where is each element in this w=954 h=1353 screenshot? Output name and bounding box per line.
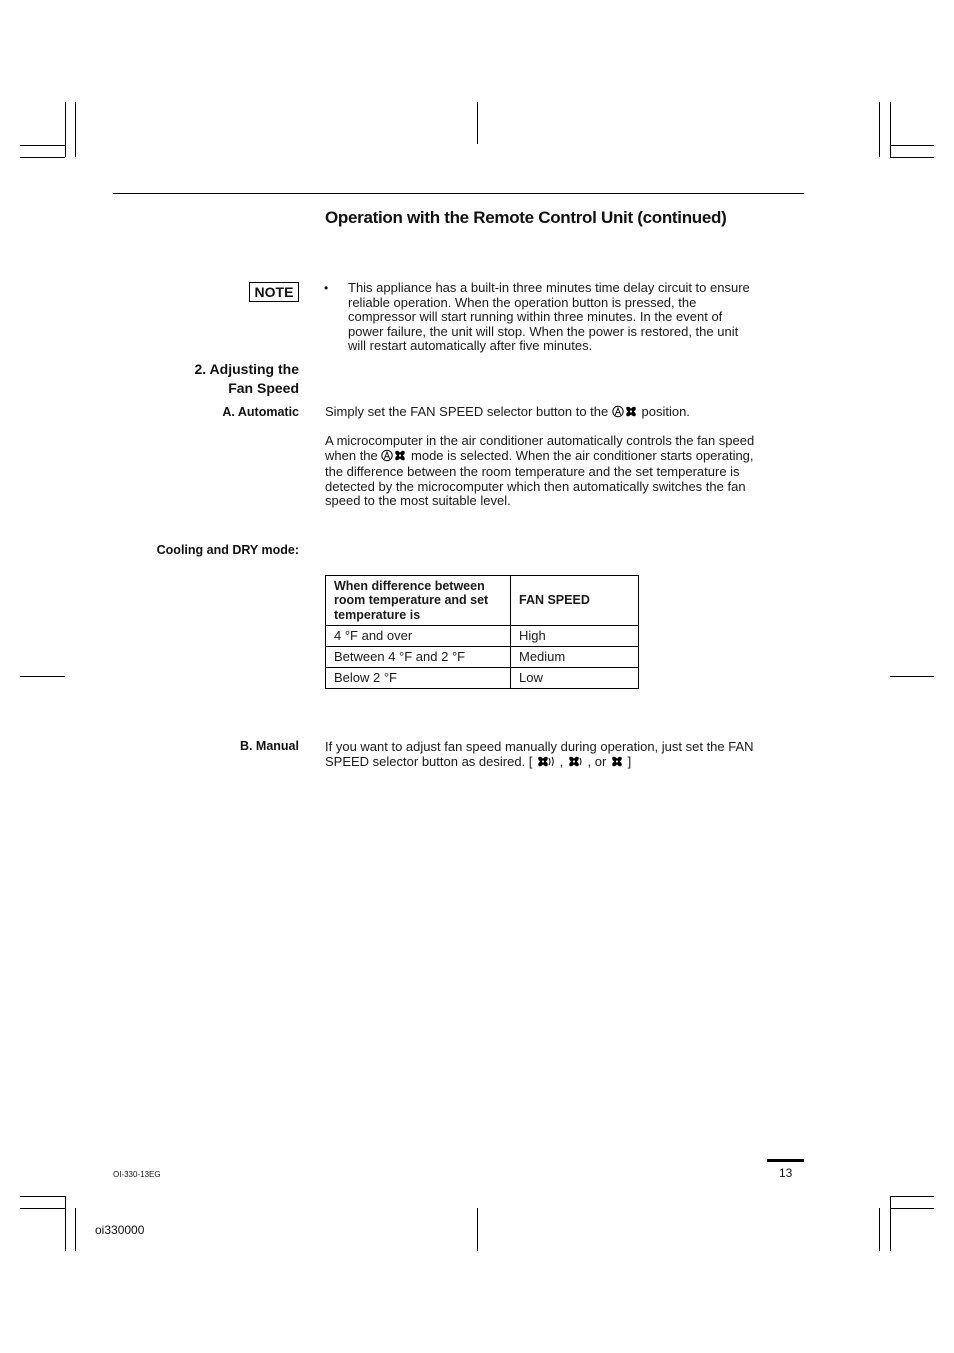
crop-mark bbox=[890, 145, 934, 146]
automatic-description bbox=[325, 434, 805, 509]
header-rule bbox=[113, 193, 804, 194]
table-row bbox=[326, 668, 639, 689]
automatic-text: Simply set the FAN SPEED selector button to the bbox=[325, 404, 609, 419]
page-title: Operation with the Remote Control Unit (continued) bbox=[325, 208, 727, 227]
automatic-instruction bbox=[325, 405, 805, 422]
table-row bbox=[326, 626, 639, 647]
automatic-line: detected by the microcomputer which then automatically switches the fan bbox=[325, 478, 746, 494]
crop-mark bbox=[65, 1196, 66, 1251]
table-header-line: When difference between bbox=[334, 578, 485, 593]
crop-mark bbox=[75, 1208, 76, 1251]
crop-mark bbox=[477, 102, 478, 144]
table-header-condition bbox=[326, 576, 511, 626]
crop-mark bbox=[20, 676, 65, 677]
crop-mark bbox=[20, 1196, 65, 1197]
table-header-line: room temperature and set bbox=[334, 593, 489, 608]
table-header-row bbox=[326, 576, 639, 626]
crop-mark bbox=[20, 145, 65, 146]
table-header-fan-speed: FAN SPEED bbox=[511, 576, 639, 626]
automatic-line bbox=[325, 449, 805, 466]
manual-text: SPEED selector button as desired. [ bbox=[325, 753, 533, 769]
manual-text: ] bbox=[627, 753, 632, 769]
crop-mark bbox=[890, 1196, 891, 1251]
page-number-bar bbox=[767, 1159, 804, 1162]
automatic-text: position. bbox=[641, 404, 690, 419]
table-cell-condition: 4 °F and over bbox=[326, 626, 511, 647]
fan-low-icon bbox=[610, 755, 624, 772]
table-cell-speed: Low bbox=[511, 668, 639, 689]
note-bullet: • bbox=[324, 281, 329, 295]
crop-mark bbox=[20, 1208, 65, 1209]
auto-fan-icon bbox=[381, 449, 407, 466]
crop-mark bbox=[477, 1208, 478, 1251]
automatic-line: the difference between the room temperature and the set temperature is bbox=[325, 464, 740, 480]
note-line: will restart automatically after five minutes. bbox=[348, 338, 593, 354]
automatic-line: A microcomputer in the air conditioner automatically controls the fan speed bbox=[325, 433, 755, 448]
crop-mark bbox=[890, 1208, 934, 1209]
manual-separator: , bbox=[559, 753, 564, 769]
note-line: power failure, the unit will stop. When the power is restored, the unit bbox=[348, 323, 739, 339]
cooling-dry-label: Cooling and DRY mode: bbox=[156, 543, 299, 557]
crop-mark bbox=[890, 102, 891, 157]
table-row bbox=[326, 647, 639, 668]
manual-line: If you want to adjust fan speed manually during operation, just set the FAN bbox=[325, 739, 754, 754]
note-line: reliable operation. When the operation button is pressed, the bbox=[348, 294, 697, 310]
crop-mark bbox=[879, 1208, 880, 1251]
crop-mark bbox=[890, 1196, 934, 1197]
section-heading-line: 2. Adjusting the bbox=[194, 361, 299, 377]
manual-separator: , or bbox=[587, 753, 607, 769]
table-cell-speed: Medium bbox=[511, 647, 639, 668]
section-heading bbox=[150, 360, 299, 398]
automatic-label: A. Automatic bbox=[222, 405, 299, 419]
fan-speed-table bbox=[325, 575, 639, 689]
automatic-text: mode is selected. When the air conditioner starts operating, bbox=[411, 447, 754, 463]
page-number: 13 bbox=[779, 1166, 793, 1180]
doc-code: OI-330-13EG bbox=[113, 1170, 161, 1179]
fan-high-icon bbox=[536, 755, 556, 772]
table-cell-speed: High bbox=[511, 626, 639, 647]
crop-mark bbox=[890, 676, 934, 677]
manual-description bbox=[325, 740, 805, 771]
manual-line bbox=[325, 755, 805, 772]
automatic-text: when the bbox=[325, 447, 378, 463]
crop-mark bbox=[879, 102, 880, 157]
crop-mark bbox=[890, 157, 934, 158]
section-heading-line: Fan Speed bbox=[228, 380, 299, 396]
crop-mark bbox=[20, 157, 65, 158]
table-header-line: temperature is bbox=[334, 607, 421, 622]
table-cell-condition: Below 2 °F bbox=[326, 668, 511, 689]
crop-mark bbox=[65, 102, 66, 157]
fan-medium-icon bbox=[567, 755, 584, 772]
note-label: NOTE bbox=[249, 282, 299, 302]
automatic-line: speed to the most suitable level. bbox=[325, 493, 511, 509]
crop-mark bbox=[75, 102, 76, 157]
note-line: This appliance has a built-in three minutes time delay circuit to ensure bbox=[348, 280, 750, 295]
file-code: oi330000 bbox=[95, 1223, 145, 1237]
auto-fan-icon bbox=[612, 405, 638, 422]
note-line: compressor will start running within three minutes. In the event of bbox=[348, 309, 723, 325]
manual-label: B. Manual bbox=[239, 739, 299, 753]
table-cell-condition: Between 4 °F and 2 °F bbox=[326, 647, 511, 668]
note-text bbox=[348, 281, 798, 354]
